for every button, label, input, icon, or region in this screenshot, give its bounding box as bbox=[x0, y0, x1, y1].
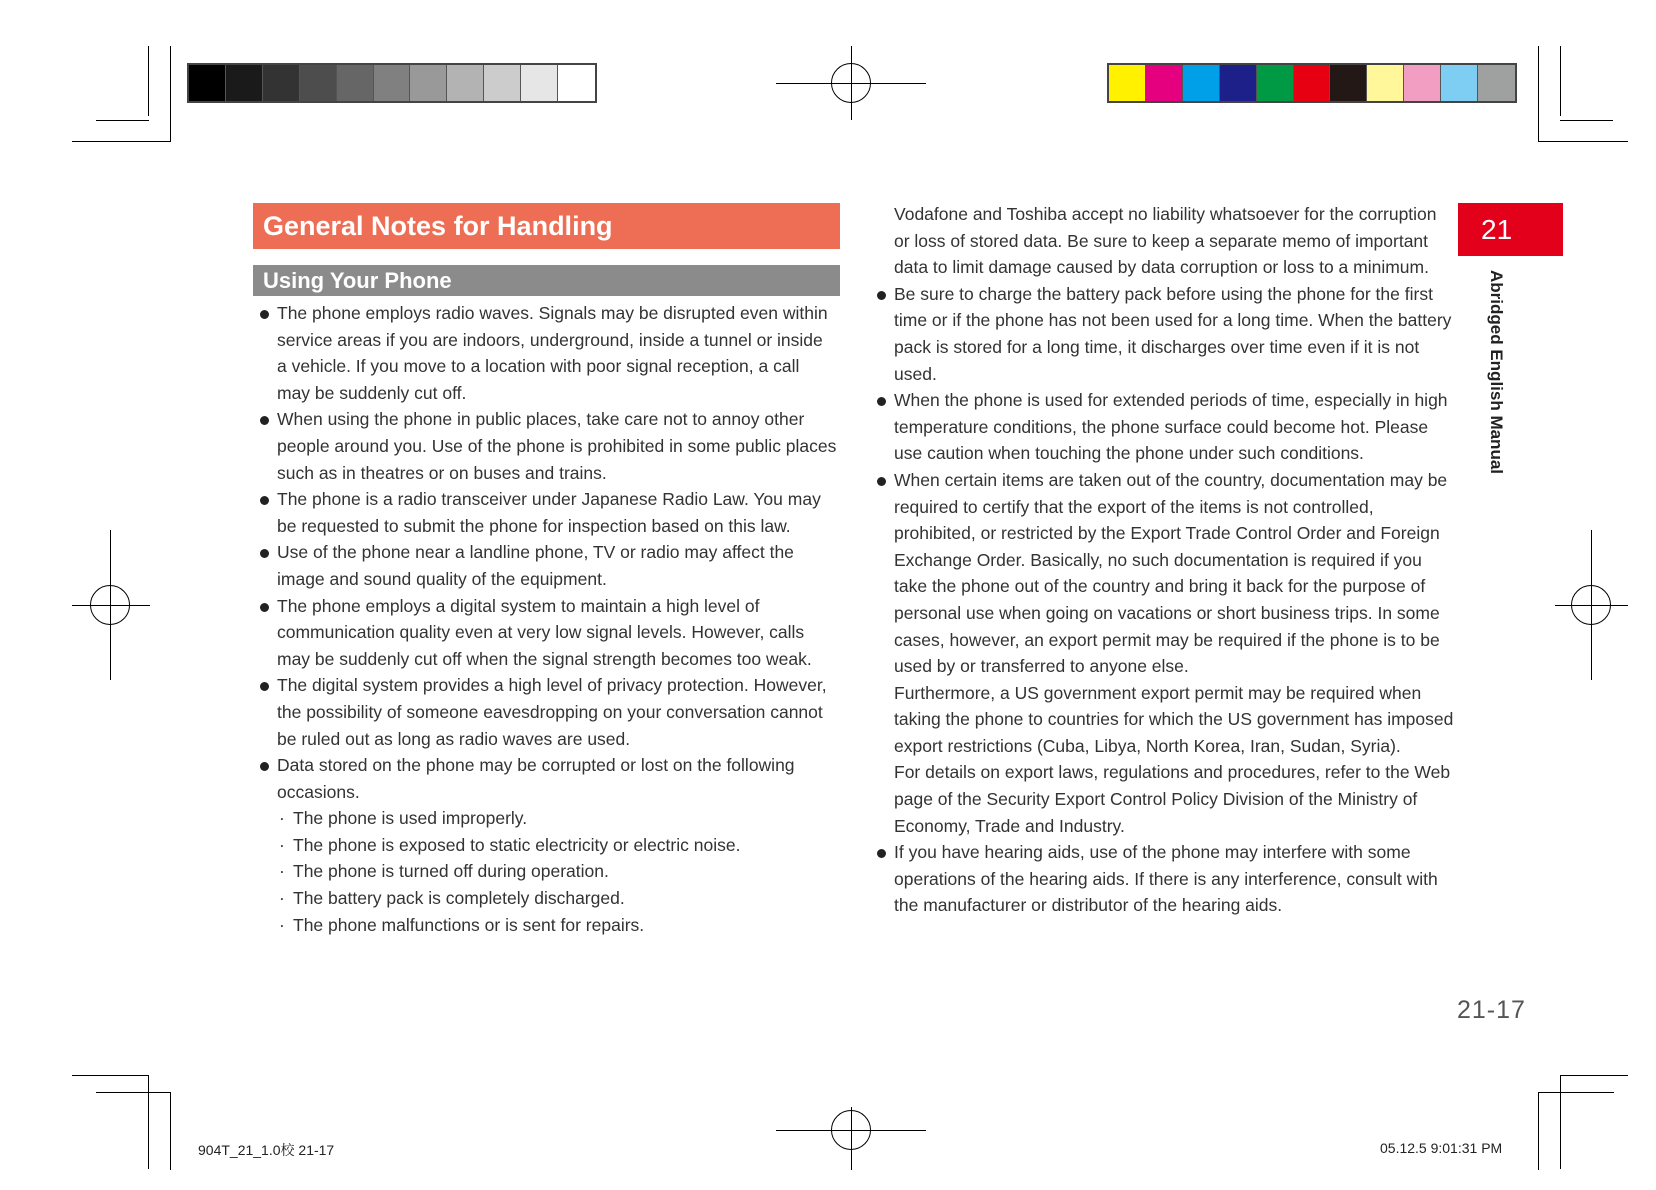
grayscale-color-bar bbox=[187, 63, 597, 103]
process-color-bar bbox=[1107, 63, 1517, 103]
color-swatch bbox=[1257, 65, 1294, 101]
color-swatch bbox=[226, 65, 263, 101]
bullet-item: Use of the phone near a landline phone, TV or radio may affect the image and sound quality of the equipment. bbox=[253, 539, 837, 592]
left-column bbox=[253, 300, 837, 938]
color-swatch bbox=[374, 65, 411, 101]
sub-item: · The phone is turned off during operation. bbox=[253, 858, 837, 885]
color-swatch bbox=[1441, 65, 1478, 101]
bullet-item: When using the phone in public places, take care not to annoy other people around you. Use of the phone is prohibited in some public places such as in theatres or on buses and trains. bbox=[253, 406, 837, 486]
bullet-item: The phone employs radio waves. Signals may be disrupted even within service areas if you are indoors, underground, inside a tunnel or inside a vehicle. If you move to a location with poor signal reception, a call may be suddenly cut off. bbox=[253, 300, 837, 406]
color-swatch bbox=[1294, 65, 1331, 101]
sub-item: · The phone is exposed to static electricity or electric noise. bbox=[253, 832, 837, 859]
chapter-tab: 21 bbox=[1458, 203, 1563, 256]
color-swatch bbox=[263, 65, 300, 101]
color-swatch bbox=[1146, 65, 1183, 101]
color-swatch bbox=[189, 65, 226, 101]
color-swatch bbox=[521, 65, 558, 101]
section-subtitle: Using Your Phone bbox=[253, 265, 840, 296]
color-swatch bbox=[1220, 65, 1257, 101]
color-swatch bbox=[1404, 65, 1441, 101]
bullet-item: When certain items are taken out of the country, documentation may be required to certify that the export of the items is not controlled, prohibited, or restricted by the Export Trade Control Order and Foreign Exchange Order. Basically, no such documentation is required if you take the phone out of the country and bring it back for the purpose of personal use when going on vacations or short business trips. In some cases, however, an export permit may be required if the phone is to be used by or transferred to anyone else. bbox=[870, 467, 1455, 680]
bullet-item: If you have hearing aids, use of the phone may interfere with some operations of the hearing aids. If there is any interference, consult with the manufacturer or distributor of the hearing aids. bbox=[870, 839, 1455, 919]
page-number: 21-17 bbox=[1457, 996, 1526, 1024]
bullet-item: The digital system provides a high level of privacy protection. However, the possibility of someone eavesdropping on your conversation cannot be ruled out as long as radio waves are used. bbox=[253, 672, 837, 752]
color-swatch bbox=[337, 65, 374, 101]
bullet-item: The phone employs a digital system to maintain a high level of communication quality even at very low signal levels. However, calls may be suddenly cut off when the signal strength becomes too weak. bbox=[253, 593, 837, 673]
color-swatch bbox=[447, 65, 484, 101]
footer-right: 05.12.5 9:01:31 PM bbox=[1380, 1140, 1503, 1156]
color-swatch bbox=[1478, 65, 1515, 101]
color-swatch bbox=[484, 65, 521, 101]
sub-item: · The phone malfunctions or is sent for repairs. bbox=[253, 912, 837, 939]
color-swatch bbox=[1183, 65, 1220, 101]
bullet-item: The phone is a radio transceiver under Japanese Radio Law. You may be requested to submit the phone for inspection based on this law. bbox=[253, 486, 837, 539]
bullet-item: When the phone is used for extended periods of time, especially in high temperature conditions, the phone surface could become hot. Please use caution when touching the phone under such conditions. bbox=[870, 387, 1455, 467]
bullet-item: Data stored on the phone may be corrupted or lost on the following occasions. bbox=[253, 752, 837, 805]
side-label-text: Abridged English Manual bbox=[1487, 270, 1506, 475]
color-swatch bbox=[1367, 65, 1404, 101]
paragraph: Furthermore, a US government export permit may be required when taking the phone to countries for which the US government has imposed export restrictions (Cuba, Libya, North Korea, Iran, Sudan, Syria). bbox=[894, 682, 1454, 756]
color-swatch bbox=[558, 65, 595, 101]
paragraph: For details on export laws, regulations and procedures, refer to the Web page of the Security Export Control Policy Division of the Ministry of Economy, Trade and Industry. bbox=[894, 762, 1451, 836]
side-label bbox=[1482, 270, 1508, 500]
continuation-paragraph: Vodafone and Toshiba accept no liability whatsoever for the corruption or loss of stored data. Be sure to keep a separate memo of important data to limit damage caused by data corruption or loss to a minimum. bbox=[894, 204, 1437, 278]
sub-item: · The phone is used improperly. bbox=[253, 805, 837, 832]
color-swatch bbox=[300, 65, 337, 101]
right-column bbox=[870, 201, 1455, 919]
bullet-item: Be sure to charge the battery pack before using the phone for the first time or if the phone has not been used for a long time. When the battery pack is stored for a long time, it discharges over time even if it is not used. bbox=[870, 281, 1455, 387]
page-title: General Notes for Handling bbox=[253, 203, 840, 249]
sub-item: · The battery pack is completely discharged. bbox=[253, 885, 837, 912]
footer-left: 904T_21_1.0校 21-17 bbox=[198, 1142, 335, 1158]
color-swatch bbox=[410, 65, 447, 101]
color-swatch bbox=[1109, 65, 1146, 101]
color-swatch bbox=[1330, 65, 1367, 101]
